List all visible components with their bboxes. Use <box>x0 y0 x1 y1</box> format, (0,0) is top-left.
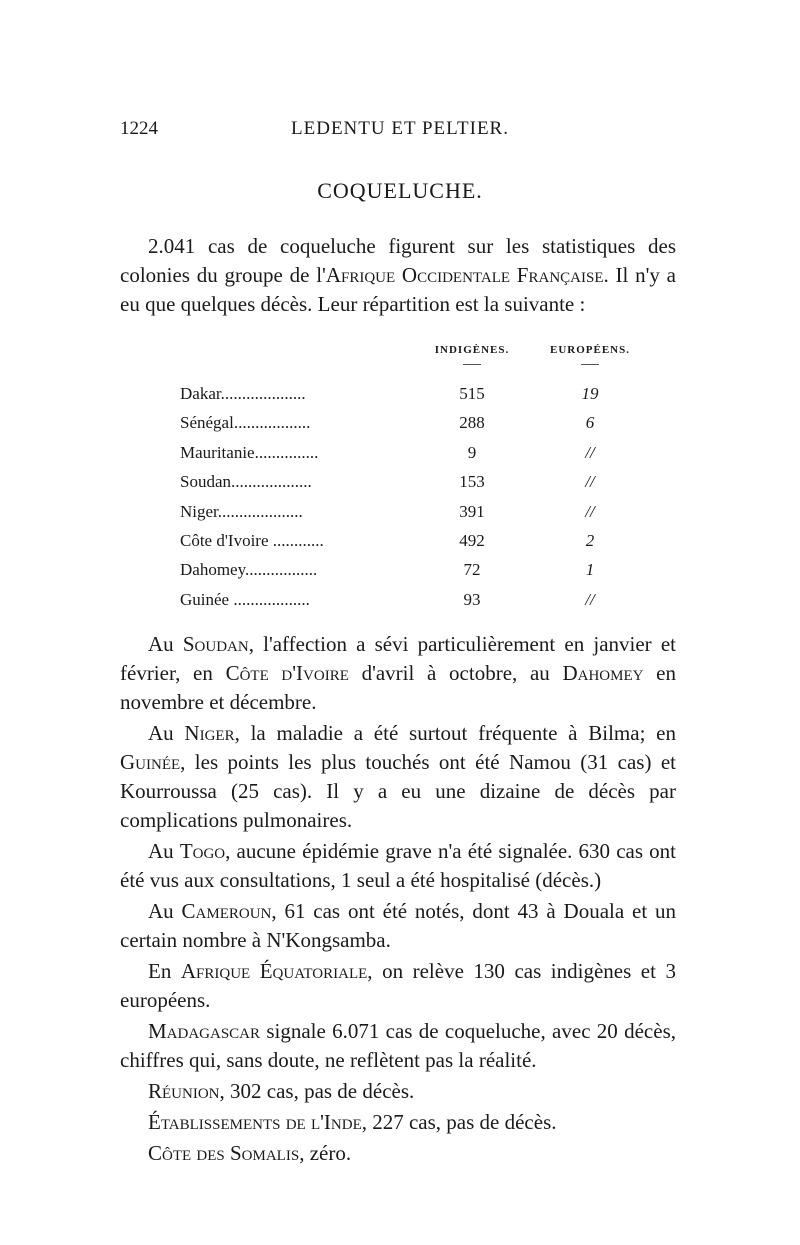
table-row <box>170 413 640 442</box>
row-indigenes: 288 <box>459 413 485 433</box>
row-colony: Dakar.................... <box>180 384 306 403</box>
paragraph-madagascar <box>120 1017 676 1075</box>
text: Au <box>148 899 182 923</box>
paragraph-inde <box>120 1108 676 1137</box>
header-rule <box>581 364 599 365</box>
place-name: Togo <box>179 839 226 863</box>
header-rule <box>463 364 481 365</box>
table-row <box>170 384 640 413</box>
place-name: Soudan <box>182 632 249 656</box>
text: , on relève 130 cas indigènes et 3 européens. <box>120 959 676 1012</box>
text: , 61 cas ont été notés, dont 43 à Douala et un certain nombre à N'Kongsamba. <box>120 899 677 952</box>
intro-text: 2.041 cas de coqueluche figurent sur les statistiques des colonies du groupe de l' <box>120 234 676 287</box>
intro-paragraph <box>120 232 676 319</box>
cases-table <box>170 344 640 619</box>
table-row <box>170 443 640 472</box>
place-name: Afrique Équatoriale <box>180 959 368 983</box>
paragraph-somalis <box>120 1139 676 1168</box>
table-row <box>170 472 640 501</box>
place-name: Cameroun <box>181 899 272 923</box>
text: d'avril à octobre, au <box>348 661 563 685</box>
table-header <box>170 344 640 384</box>
place-name: Côte d'Ivoire <box>225 661 349 685</box>
row-colony: Soudan................... <box>180 472 312 492</box>
body-text <box>120 630 676 1170</box>
running-title: LEDENTU ET PELTIER. <box>291 118 509 139</box>
paragraph-reunion <box>120 1077 676 1106</box>
text: signale 6.071 cas de coqueluche, avec 20 décès, chiffres qui, sans doute, ne reflètent pas la réalité. <box>120 1019 676 1072</box>
row-europeens: // <box>585 501 595 521</box>
paragraph-afrique-equatoriale <box>120 957 676 1015</box>
page-number: 1224 <box>120 118 158 139</box>
place-name: Niger <box>184 721 235 745</box>
row-colony: Dahomey................. <box>180 560 318 580</box>
place-name: Établissements de l'Inde <box>148 1110 362 1134</box>
row-indigenes: 391 <box>459 501 485 521</box>
row-colony: Sénégal.................. <box>180 413 311 433</box>
text: , zéro. <box>299 1141 352 1165</box>
text: , aucune épidémie grave n'a été signalée. 630 cas ont été vus aux consultations, 1 seul a été hospitalisé (décès.) <box>120 839 676 892</box>
row-europeens: 19 <box>581 384 599 403</box>
text: , 227 cas, pas de décès. <box>361 1110 557 1134</box>
paragraph-cameroun <box>120 897 676 955</box>
row-europeens: 1 <box>585 560 595 580</box>
text: , les points les plus touchés ont été Namou (31 cas) et Kourroussa (25 cas). Il y a eu une dizaine de décès par complications pulmonaires. <box>120 750 676 832</box>
table-row <box>170 531 640 560</box>
row-indigenes: 153 <box>459 472 485 492</box>
row-indigenes: 93 <box>463 589 481 609</box>
place-name: Côte des Somalis <box>148 1141 300 1165</box>
row-indigenes: 515 <box>459 384 485 403</box>
column-header-indigenes: INDIGÈNES. <box>434 344 510 356</box>
text: Au <box>148 839 180 863</box>
column-header-europeens: EUROPÉENS. <box>550 344 630 356</box>
row-europeens: // <box>585 442 595 462</box>
paragraph-soudan <box>120 630 676 717</box>
table-row <box>170 560 640 589</box>
place-name: Dahomey <box>562 661 644 685</box>
section-title: COQUELUCHE. <box>317 178 483 203</box>
text: en novembre et décembre. <box>120 661 676 714</box>
text: , 302 cas, pas de décès. <box>219 1079 415 1103</box>
row-colony: Côte d'Ivoire ............ <box>180 530 324 550</box>
paragraph-togo <box>120 837 676 895</box>
row-indigenes: 492 <box>459 530 485 550</box>
table-row <box>170 502 640 531</box>
row-europeens: // <box>585 589 595 609</box>
row-colony: Guinée .................. <box>180 589 310 609</box>
row-colony: Mauritanie............... <box>180 442 319 462</box>
text: En <box>148 959 181 983</box>
row-indigenes: 9 <box>467 442 477 462</box>
row-europeens: 6 <box>585 413 595 433</box>
intro-text-end: . Il n'y a eu que quelques décès. Leur répartition est la suivante : <box>120 263 676 316</box>
running-head <box>120 118 680 142</box>
place-name: Réunion <box>148 1079 220 1103</box>
table-row <box>170 590 640 619</box>
row-europeens: 2 <box>585 530 595 550</box>
text: , l'affection a sévi particulièrement en janvier et février, en <box>120 632 676 685</box>
text: Au <box>148 721 185 745</box>
row-europeens: // <box>585 472 595 492</box>
place-name: Guinée <box>120 750 181 774</box>
text: , la maladie a été surtout fréquente à Bilma; en <box>234 721 676 745</box>
text: Au <box>148 632 183 656</box>
intro-region: Afrique Occidentale Française <box>325 263 604 287</box>
paragraph-niger <box>120 719 676 835</box>
place-name: Madagascar <box>148 1019 261 1043</box>
row-colony: Niger.................... <box>180 501 303 521</box>
row-indigenes: 72 <box>463 560 481 580</box>
